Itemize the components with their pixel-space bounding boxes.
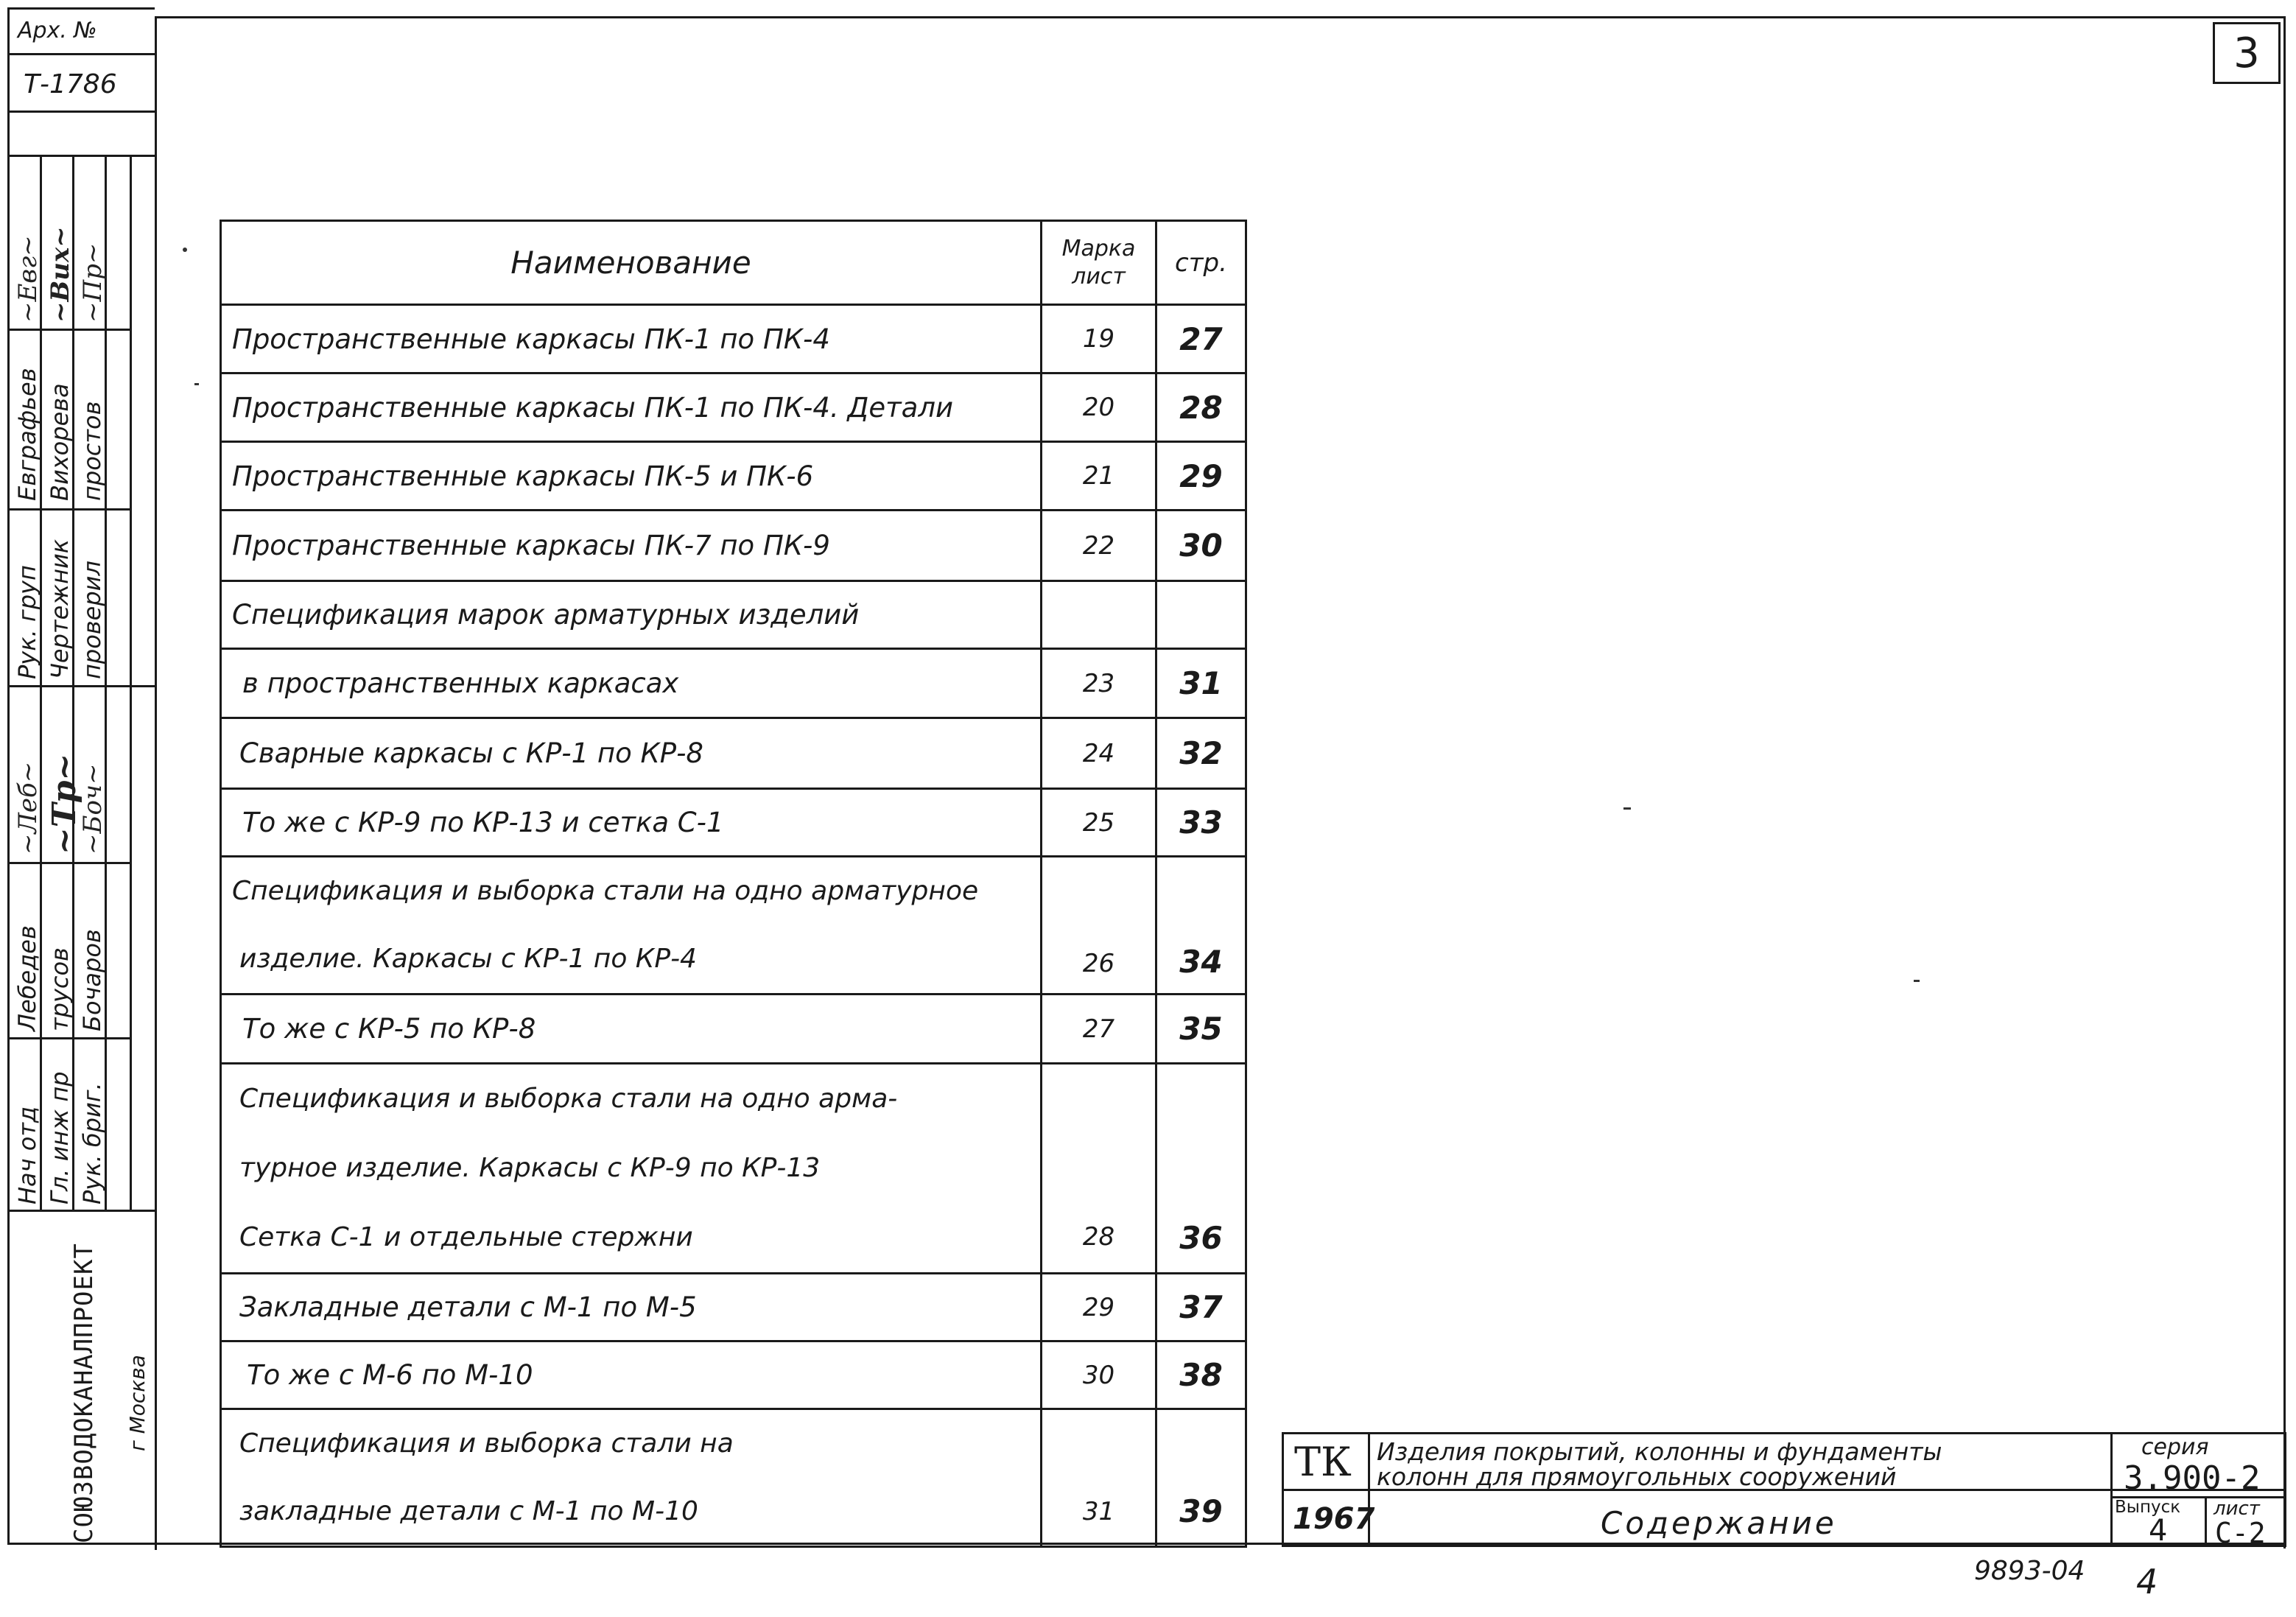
role-2: Чертежник bbox=[46, 539, 74, 679]
organization-name: СОЮЗВОДОКАНАЛПРОЕКТ bbox=[69, 1243, 99, 1543]
row-mark: 31 bbox=[1042, 1409, 1156, 1547]
row-name: То же с М-6 по М-10 bbox=[221, 1341, 1042, 1409]
table-row bbox=[221, 718, 1246, 789]
row-page: 29 bbox=[1156, 442, 1246, 511]
row-page: 36 bbox=[1156, 1064, 1246, 1274]
table-row bbox=[221, 649, 1246, 718]
signature: ~Тр~ bbox=[46, 753, 83, 855]
role-1: Рук. груп bbox=[13, 565, 41, 679]
table-row bbox=[221, 995, 1246, 1064]
row-name: Пространственные каркасы ПК-1 по ПК-4. Детали bbox=[221, 373, 1042, 442]
row-name: Пространственные каркасы ПК-1 по ПК-4 bbox=[221, 305, 1042, 373]
row-page: 34 bbox=[1156, 857, 1246, 995]
organization-city: г Москва bbox=[125, 1355, 150, 1451]
row-mark: 21 bbox=[1042, 442, 1156, 511]
row-page: 27 bbox=[1156, 305, 1246, 373]
row-mark: 30 bbox=[1042, 1341, 1156, 1409]
row-page: 28 bbox=[1156, 373, 1246, 442]
row-mark: 25 bbox=[1042, 789, 1156, 857]
sheet-label: лист bbox=[2214, 1498, 2260, 1520]
row-page bbox=[1156, 581, 1246, 649]
header-page: стр. bbox=[1156, 221, 1246, 305]
table-row bbox=[221, 857, 1246, 995]
table-row bbox=[221, 789, 1246, 857]
name-4: Лебедев bbox=[13, 925, 41, 1031]
row-name: Сварные каркасы с КР-1 по КР-8 bbox=[221, 718, 1042, 789]
sheet-title: Содержание bbox=[1601, 1505, 1837, 1541]
row-name-line: Спецификация и выборка стали на одно арма- bbox=[239, 1084, 898, 1114]
name-2: Вихорева bbox=[46, 383, 74, 501]
table-row bbox=[221, 581, 1246, 649]
row-name-line: турное изделие. Каркасы с КР-9 по КР-13 bbox=[239, 1153, 821, 1183]
name-1: Евграфьев bbox=[13, 368, 41, 501]
title-description-line2: колонн для прямоугольных сооружений bbox=[1377, 1462, 1897, 1491]
stray-mark bbox=[183, 248, 187, 252]
stray-mark bbox=[1623, 807, 1631, 810]
row-mark: 23 bbox=[1042, 649, 1156, 718]
row-name: Спецификация марок арматурных изделий bbox=[221, 581, 1042, 649]
table-row bbox=[221, 442, 1246, 511]
table-row bbox=[221, 1409, 1246, 1547]
row-mark: 28 bbox=[1042, 1064, 1156, 1274]
row-name bbox=[221, 1064, 1042, 1274]
table-row bbox=[221, 511, 1246, 581]
sheet-number: 3 bbox=[2233, 29, 2260, 77]
title-description-line1: Изделия покрытий, колонны и фундаменты bbox=[1377, 1437, 1942, 1466]
table-row bbox=[221, 1341, 1246, 1409]
row-name-line: Сетка С-1 и отдельные стержни bbox=[239, 1222, 693, 1252]
row-name-line: закладные детали с М-1 по М-10 bbox=[239, 1496, 698, 1526]
role-5: Гл. инж пр bbox=[46, 1071, 74, 1204]
row-name-line: Спецификация и выборка стали на одно арматурное bbox=[232, 876, 979, 906]
role-4: Нач отд bbox=[13, 1106, 41, 1204]
row-name: Пространственные каркасы ПК-5 и ПК-6 bbox=[221, 442, 1042, 511]
row-name-line: изделие. Каркасы с КР-1 по КР-4 bbox=[239, 944, 697, 974]
table-row bbox=[221, 373, 1246, 442]
signature: ~Боч~ bbox=[78, 763, 108, 855]
row-mark: 26 bbox=[1042, 857, 1156, 995]
footer-stamp: 9893-04 bbox=[1974, 1556, 2085, 1586]
header-name: Наименование bbox=[221, 221, 1042, 305]
row-name-line: Спецификация и выборка стали на bbox=[239, 1428, 734, 1459]
table-row bbox=[221, 1274, 1246, 1341]
row-page: 39 bbox=[1156, 1409, 1246, 1547]
title-year: 1967 bbox=[1293, 1502, 1375, 1536]
name-3: простов bbox=[78, 401, 106, 501]
row-mark: 20 bbox=[1042, 373, 1156, 442]
sheet-number-box bbox=[2213, 22, 2281, 84]
row-mark bbox=[1042, 581, 1156, 649]
signature: ~Пр~ bbox=[78, 242, 108, 323]
stray-mark bbox=[194, 383, 199, 385]
row-mark: 29 bbox=[1042, 1274, 1156, 1341]
table-row bbox=[221, 1064, 1246, 1274]
archive-number: Т-1786 bbox=[24, 69, 117, 99]
left-strip bbox=[7, 7, 155, 1543]
row-name: в пространственных каркасах bbox=[221, 649, 1042, 718]
title-block bbox=[1282, 1432, 2286, 1547]
row-name: Закладные детали с М-1 по М-5 bbox=[221, 1274, 1042, 1341]
title-code: ТК bbox=[1294, 1439, 1352, 1485]
name-6: Бочаров bbox=[78, 929, 106, 1031]
archive-label: Арх. № bbox=[18, 18, 97, 43]
issue-label: Выпуск bbox=[2115, 1498, 2181, 1517]
row-name: Пространственные каркасы ПК-7 по ПК-9 bbox=[221, 511, 1042, 581]
row-page: 37 bbox=[1156, 1274, 1246, 1341]
row-name: То же с КР-5 по КР-8 bbox=[221, 995, 1042, 1064]
stray-mark bbox=[1914, 980, 1920, 982]
row-mark: 19 bbox=[1042, 305, 1156, 373]
table-header-row bbox=[221, 221, 1246, 305]
signature: ~Евг~ bbox=[13, 235, 43, 323]
name-5: трусов bbox=[46, 947, 74, 1031]
row-name: То же с КР-9 по КР-13 и сетка С-1 bbox=[221, 789, 1042, 857]
signature: ~Леб~ bbox=[13, 761, 43, 855]
row-name bbox=[221, 1409, 1042, 1547]
row-page: 32 bbox=[1156, 718, 1246, 789]
row-page: 30 bbox=[1156, 511, 1246, 581]
sheet-value: С-2 bbox=[2215, 1517, 2266, 1549]
table-row bbox=[221, 305, 1246, 373]
row-page: 38 bbox=[1156, 1341, 1246, 1409]
row-mark: 24 bbox=[1042, 718, 1156, 789]
contents-table bbox=[220, 220, 1247, 1548]
row-page: 31 bbox=[1156, 649, 1246, 718]
signature: ~Вих~ bbox=[46, 226, 75, 323]
series-label: серия bbox=[2141, 1434, 2209, 1460]
row-mark: 22 bbox=[1042, 511, 1156, 581]
role-3: проверил bbox=[78, 561, 106, 679]
row-name bbox=[221, 857, 1042, 995]
issue-value: 4 bbox=[2149, 1514, 2168, 1548]
row-page: 33 bbox=[1156, 789, 1246, 857]
header-mark: Марка лист bbox=[1042, 221, 1156, 305]
row-page: 35 bbox=[1156, 995, 1246, 1064]
role-6: Рук. бриг. bbox=[78, 1082, 106, 1204]
series-value: 3.900-2 bbox=[2124, 1459, 2261, 1497]
footer-page: 4 bbox=[2136, 1562, 2158, 1602]
row-mark: 27 bbox=[1042, 995, 1156, 1064]
